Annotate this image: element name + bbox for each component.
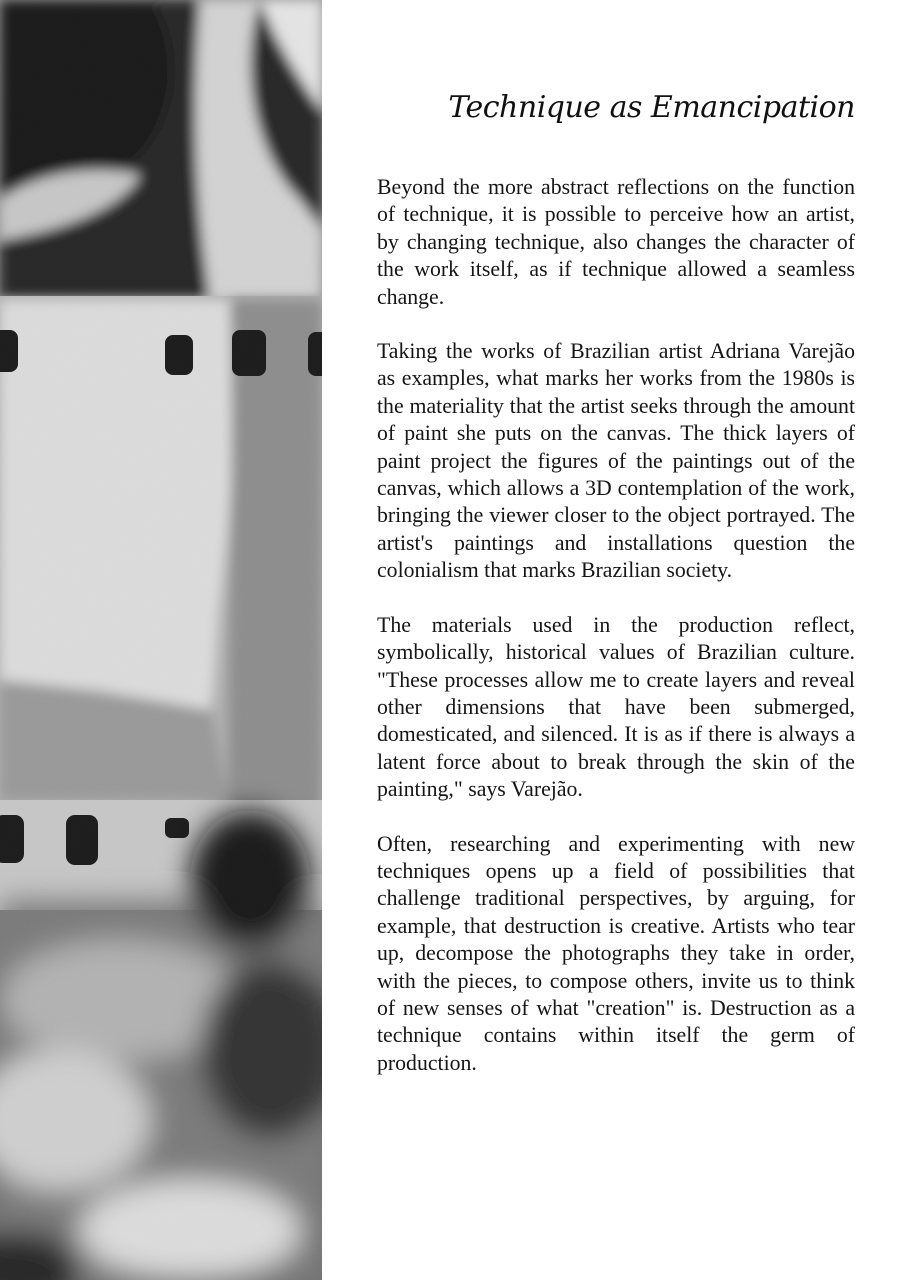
article-paragraph: Beyond the more abstract reflections on the function of technique, it is possible to perceive how an artist, by changing technique, also changes the character of the work itself, as if technique allowed a seamless change. bbox=[377, 175, 855, 309]
bw-film-photo bbox=[0, 0, 322, 1280]
article-paragraph: The materials used in the production reflect, symbolically, historical values of Brazilian culture. "These processes allow me to create layers and reveal other dimensions that have been submerged, domesticated, and silenced. It is as if there is always a latent force about to break through the skin of the painting," says Varejão. bbox=[377, 612, 855, 802]
article-text-column bbox=[377, 88, 855, 1104]
article-paragraph: Taking the works of Brazilian artist Adriana Varejão as examples, what marks her works from the 1980s is the materiality that the artist seeks through the amount of paint she puts on the canvas. The thick layers of paint project the figures of the paintings out of the canvas, which allows a 3D contemplation of the work, bringing the viewer closer to the object portrayed. The artist's paintings and installations question the colonialism that marks Brazilian society. bbox=[377, 339, 855, 583]
page-title: Technique as Emancipation bbox=[448, 90, 855, 125]
article-paragraph: Often, researching and experimenting with new techniques opens up a field of possibilities that challenge traditional perspectives, by arguing, for example, that destruction is creative. Artists who tear up, decompose the photographs they take in order, with the pieces, to compose others, invite us to think of new senses of what "creation" is. Destruction as a technique contains within itself the germ of production. bbox=[377, 831, 855, 1075]
